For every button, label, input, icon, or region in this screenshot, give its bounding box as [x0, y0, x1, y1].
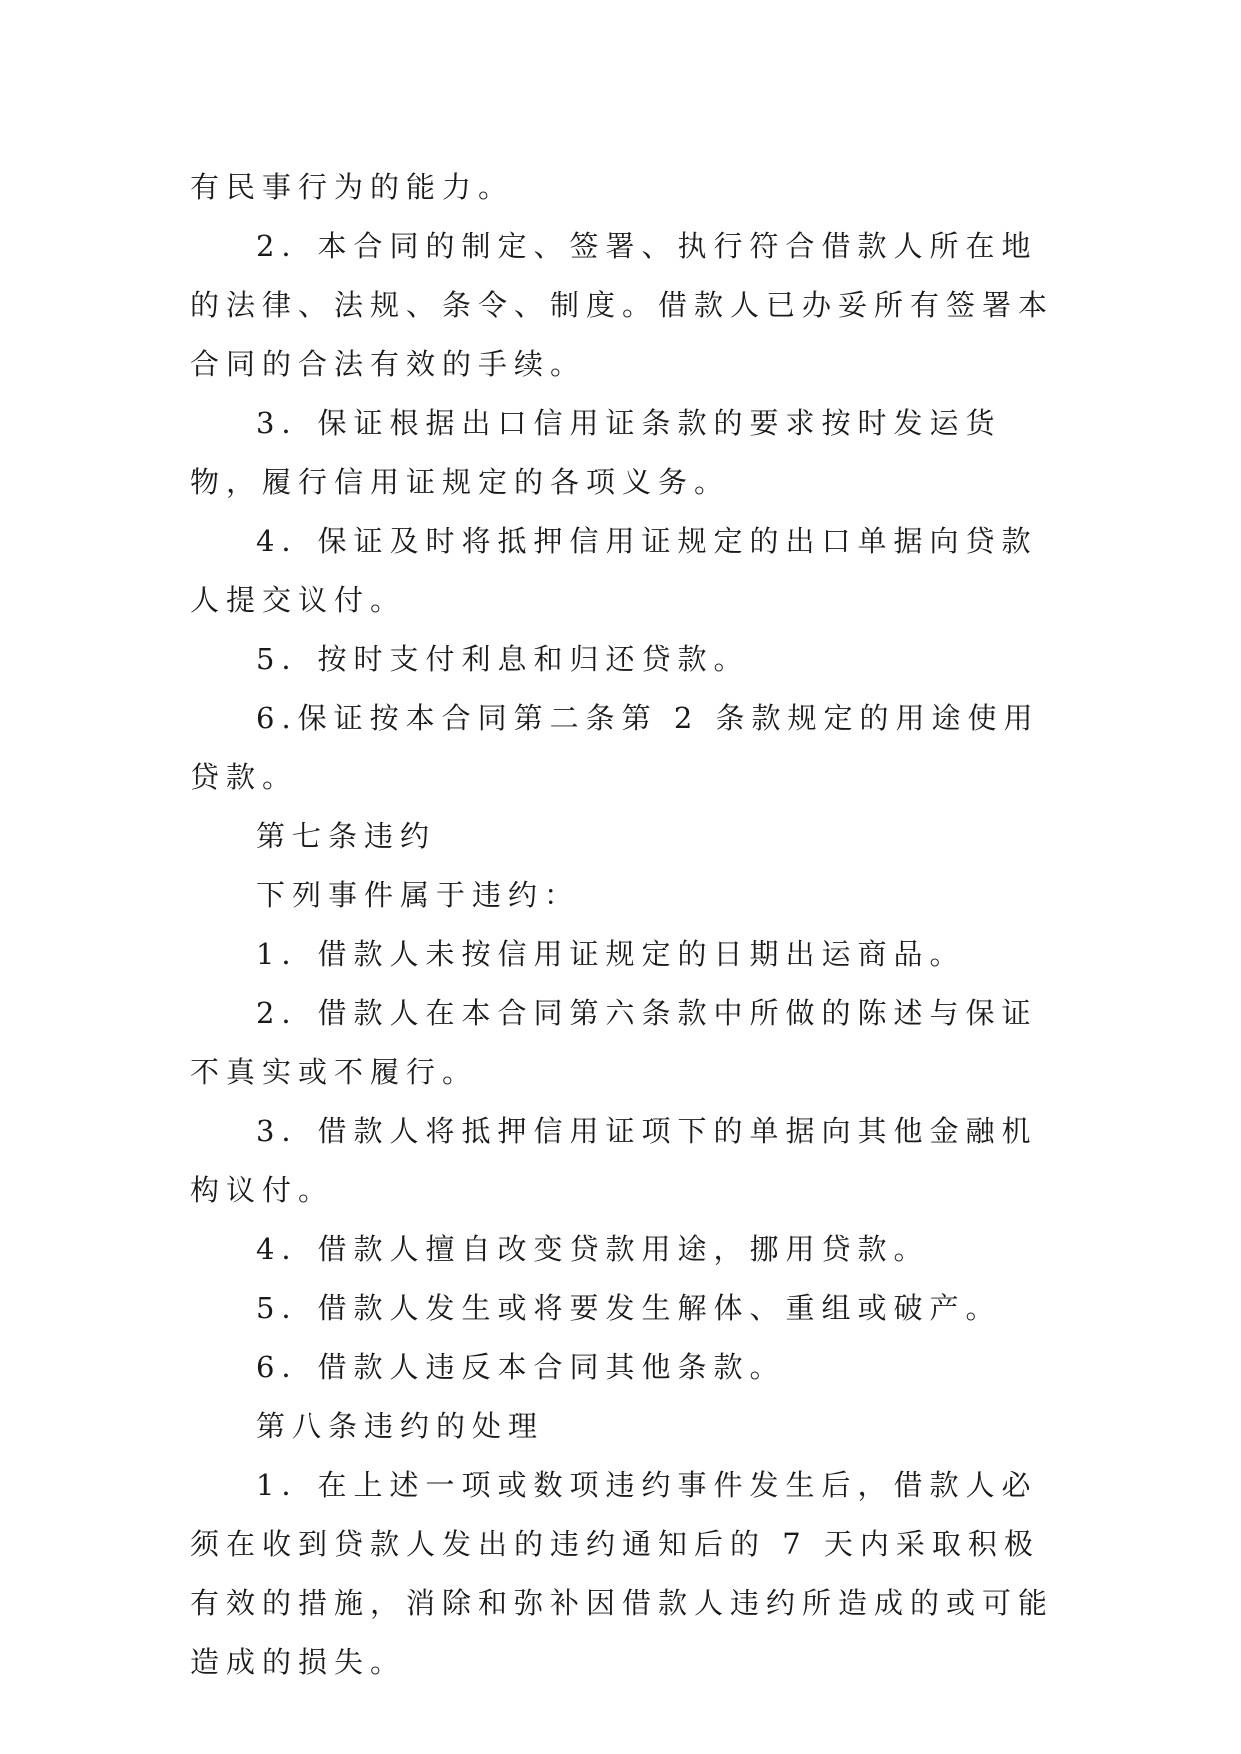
default-item-6: 6．借款人违反本合同其他条款。	[256, 1350, 786, 1384]
default-item-4: 4．借款人擅自改变贷款用途，挪用贷款。	[256, 1232, 930, 1266]
default-item-1: 1．借款人未按信用证规定的日期出运商品。	[256, 937, 966, 971]
default-item-5: 5．借款人发生或将要发生解体、重组或破产。	[256, 1291, 1002, 1325]
default-item-3: 3．借款人将抵押信用证项下的单据向其他金融机构议付。	[190, 1114, 1038, 1207]
paragraph-item-5: 5．按时支付利息和归还贷款。	[256, 642, 750, 676]
article-7-intro: 下列事件属于违约：	[256, 878, 581, 912]
paragraph-item-4: 4．保证及时将抵押信用证规定的出口单据向贷款人提交议付。	[190, 524, 1038, 617]
article-7-heading: 第七条违约	[256, 819, 437, 853]
document-body	[190, 158, 1070, 1692]
handling-item-1: 1．在上述一项或数项违约事件发生后，借款人必须在收到贷款人发出的违约通知后的 7 天内采取积极有效的措施，消除和弥补因借款人违约所造成的或可能造成的损失。	[190, 1468, 1055, 1679]
default-item-2: 2．借款人在本合同第六条款中所做的陈述与保证不真实或不履行。	[190, 996, 1038, 1089]
article-8-heading: 第八条违约的处理	[256, 1409, 545, 1443]
paragraph-continuation: 有民事行为的能力。	[190, 170, 515, 204]
paragraph-item-2: 2．本合同的制定、签署、执行符合借款人所在地的法律、法规、条令、制度。借款人已办妥所有签署本合同的合法有效的手续。	[190, 229, 1055, 381]
paragraph-item-3: 3．保证根据出口信用证条款的要求按时发运货物，履行信用证规定的各项义务。	[190, 406, 1002, 499]
paragraph-item-6: 6.保证按本合同第二条第 2 条款规定的用途使用贷款。	[190, 701, 1040, 794]
